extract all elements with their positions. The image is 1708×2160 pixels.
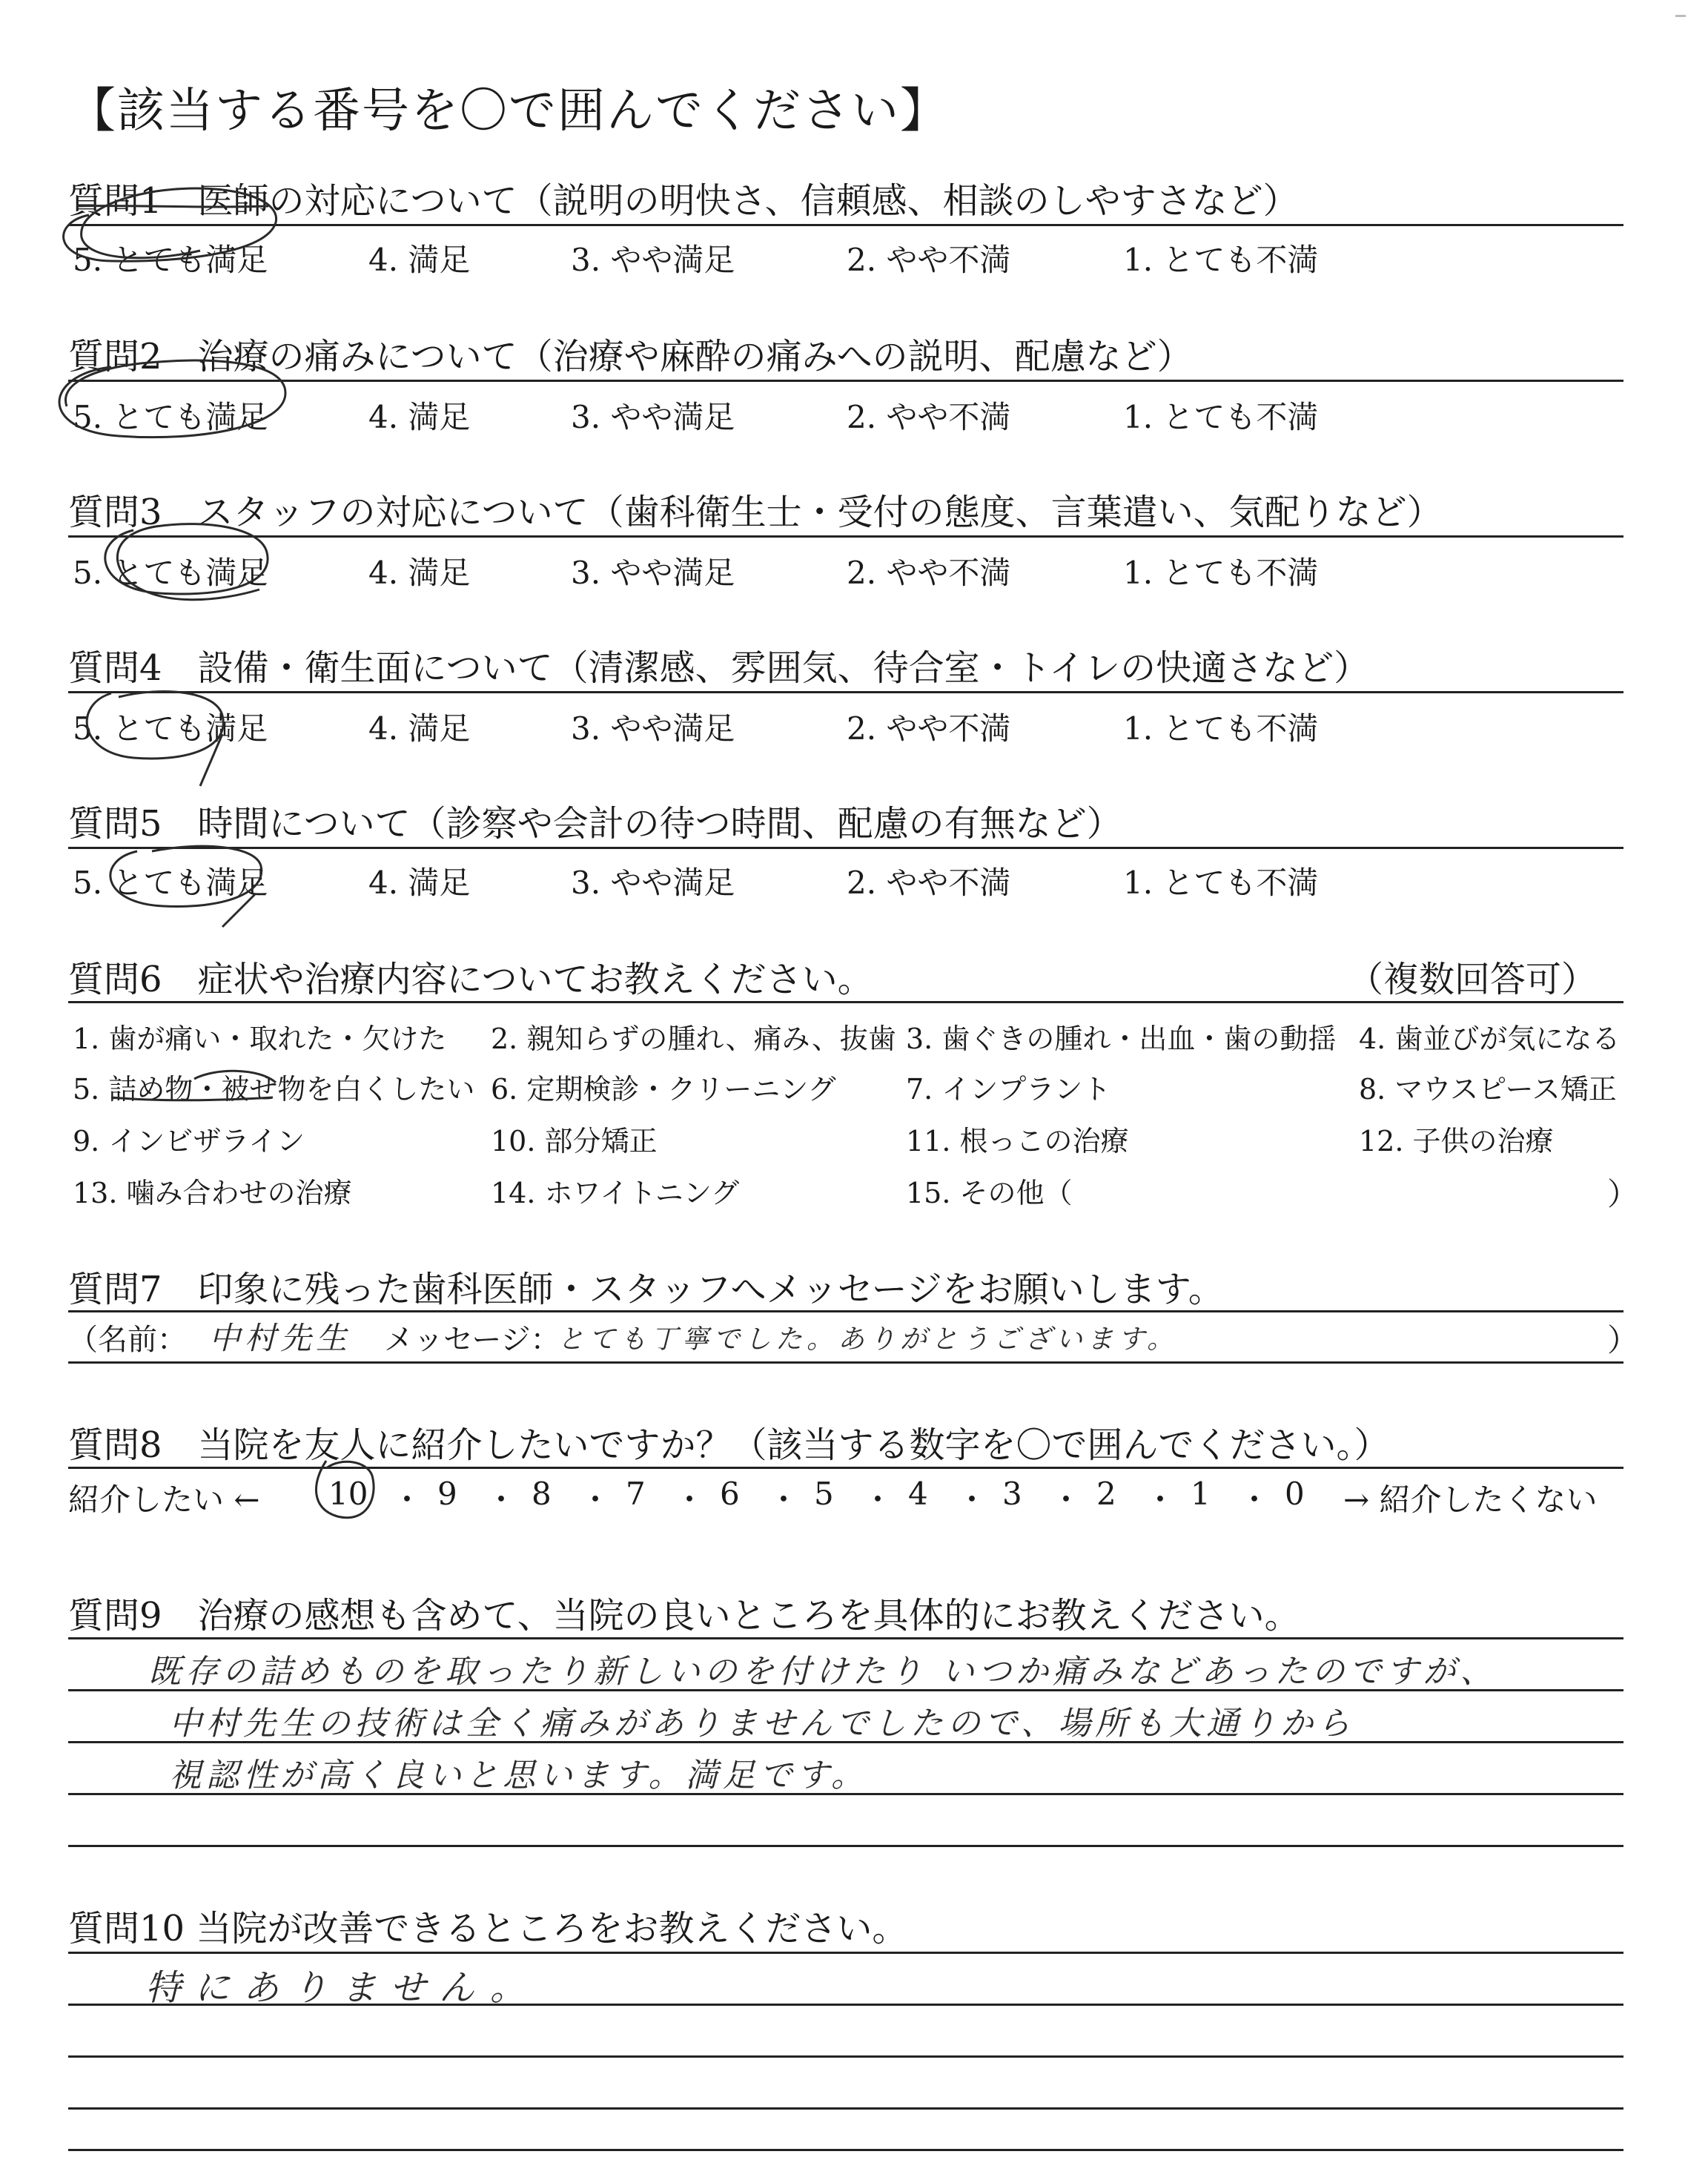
q8-dot: ・: [1239, 1482, 1271, 1518]
q8-score-5[interactable]: 5: [814, 1476, 834, 1512]
q7-message-label: メッセージ：: [384, 1323, 560, 1357]
q1-option-3[interactable]: 3. やや満足: [571, 242, 735, 278]
q6-multi-answer-note: （複数回答可）: [1347, 959, 1597, 1000]
page-header: 【該当する番号を〇で囲んでください】: [68, 84, 949, 139]
q6-item-11[interactable]: 11. 根っこの治療: [906, 1125, 1129, 1157]
q5-title: 質問5 時間について（診察や会計の待つ時間、配慮の有無など）: [68, 803, 1122, 845]
q3-title: 質問3 スタッフの対応について（歯科衛生士・受付の態度、言葉遣い、気配りなど）: [68, 492, 1443, 533]
q8-score-8[interactable]: 8: [532, 1476, 552, 1512]
q8-dot: ・: [768, 1482, 800, 1518]
q4-title: 質問4 設備・衛生面について（清潔感、雰囲気、待合室・トイレの快適さなど）: [68, 647, 1370, 689]
q8-score-1[interactable]: 1: [1191, 1476, 1211, 1512]
q8-dot: ・: [956, 1482, 988, 1518]
q8-score-0[interactable]: 0: [1285, 1476, 1305, 1512]
q1-option-2[interactable]: 2. やや不満: [847, 242, 1011, 278]
q8-score-4[interactable]: 4: [908, 1476, 928, 1512]
q2-rule: [68, 380, 1623, 382]
q6-item-3[interactable]: 3. 歯ぐきの腫れ・出血・歯の動揺: [906, 1023, 1337, 1055]
q1-title: 質問1 医師の対応について（説明の明快さ、信頼感、相談のしやすさなど）: [68, 180, 1299, 222]
q7-name-label: （名前：: [68, 1323, 187, 1357]
q9-answer-line-3[interactable]: 視認性が高く良いと思います。満足です。: [169, 1757, 868, 1794]
q7-rule: [68, 1310, 1623, 1312]
q6-item-1[interactable]: 1. 歯が痛い・取れた・欠けた: [73, 1023, 447, 1055]
q8-dot: ・: [486, 1482, 517, 1518]
q7-answer-rule: [68, 1361, 1623, 1364]
q5-option-4[interactable]: 4. 満足: [368, 865, 471, 901]
q6-item-10[interactable]: 10. 部分矯正: [491, 1125, 658, 1157]
q1-option-5[interactable]: 5. とても満足: [73, 242, 268, 278]
q9-answer-line-2[interactable]: 中村先生の技術は全く痛みがありませんでしたので、場所も大通りから: [169, 1705, 1355, 1743]
q6-item-15[interactable]: 15. その他（: [906, 1177, 1073, 1209]
q2-option-5[interactable]: 5. とても満足: [73, 399, 268, 435]
q3-option-5[interactable]: 5. とても満足: [73, 555, 268, 591]
q1-option-4[interactable]: 4. 満足: [368, 242, 471, 278]
scan-corner-mark: [1675, 15, 1686, 17]
q3-rule: [68, 535, 1623, 538]
q8-dot: ・: [580, 1482, 612, 1518]
q6-item-15-close-paren: ）: [1607, 1176, 1639, 1212]
q9-rule: [68, 1637, 1623, 1639]
q8-rule: [68, 1467, 1623, 1469]
q2-option-1[interactable]: 1. とても不満: [1123, 399, 1319, 435]
q8-score-7[interactable]: 7: [626, 1476, 646, 1512]
q4-option-1[interactable]: 1. とても不満: [1123, 710, 1319, 747]
q2-title: 質問2 治療の痛みについて（治療や麻酔の痛みへの説明、配慮など）: [68, 336, 1193, 377]
q6-item-4[interactable]: 4. 歯並びが気になる: [1359, 1023, 1621, 1055]
q1-rule: [68, 224, 1623, 226]
q3-option-4[interactable]: 4. 満足: [368, 555, 471, 591]
q8-score-6[interactable]: 6: [720, 1476, 740, 1512]
q8-right-label: → 紹介したくない: [1343, 1482, 1598, 1518]
q6-item-2[interactable]: 2. 親知らずの腫れ、痛み、抜歯: [491, 1023, 896, 1055]
q8-left-label: 紹介したい ←: [68, 1482, 260, 1518]
q4-option-5[interactable]: 5. とても満足: [73, 710, 268, 747]
q6-item-8[interactable]: 8. マウスピース矯正: [1359, 1073, 1617, 1106]
q6-item-7[interactable]: 7. インプラント: [906, 1073, 1111, 1106]
q4-option-3[interactable]: 3. やや満足: [571, 710, 735, 747]
q10-rule: [68, 1952, 1623, 1954]
q8-dot: ・: [674, 1482, 706, 1518]
q3-option-2[interactable]: 2. やや不満: [847, 555, 1011, 591]
q2-option-3[interactable]: 3. やや満足: [571, 399, 735, 435]
q8-score-2[interactable]: 2: [1096, 1476, 1116, 1512]
q1-option-1[interactable]: 1. とても不満: [1123, 242, 1319, 278]
q8-dot: ・: [1050, 1482, 1082, 1518]
q9-answer-line-1[interactable]: 既存の詰めものを取ったり新しいのを付けたり いつか痛みなどあったのですが、: [148, 1653, 1497, 1691]
q6-title: 質問6 症状や治療内容についてお教えください。: [68, 959, 873, 1000]
q7-name-handwritten[interactable]: 中村先生: [209, 1320, 352, 1356]
q6-item-14[interactable]: 14. ホワイトニング: [491, 1177, 740, 1209]
q9-title: 質問9 治療の感想も含めて、当院の良いところを具体的にお教えください。: [68, 1595, 1300, 1636]
q10-answer-rule: [68, 2149, 1623, 2151]
q8-score-9[interactable]: 9: [437, 1476, 457, 1512]
q6-item-9[interactable]: 9. インビザライン: [73, 1125, 305, 1157]
q4-rule: [68, 691, 1623, 693]
q2-option-2[interactable]: 2. やや不満: [847, 399, 1011, 435]
q2-option-4[interactable]: 4. 満足: [368, 399, 471, 435]
q5-option-1[interactable]: 1. とても不満: [1123, 865, 1319, 901]
q8-title: 質問8 当院を友人に紹介したいですか？（該当する数字を〇で囲んでください。）: [68, 1424, 1390, 1466]
q4-option-4[interactable]: 4. 満足: [368, 710, 471, 747]
q7-title: 質問7 印象に残った歯科医師・スタッフへメッセージをお願いします。: [68, 1269, 1224, 1310]
q4-option-2[interactable]: 2. やや不満: [847, 710, 1011, 747]
q5-option-3[interactable]: 3. やや満足: [571, 865, 735, 901]
q10-answer-rule: [68, 2107, 1623, 2110]
q9-answer-rule: [68, 1845, 1623, 1847]
q10-title: 質問10 当院が改善できるところをお教えください。: [68, 1908, 908, 1949]
q7-message-handwritten[interactable]: とても丁寧でした。ありがとうございます。: [557, 1324, 1179, 1355]
q5-rule: [68, 847, 1623, 849]
q6-rule: [68, 1001, 1623, 1003]
q10-answer-handwritten[interactable]: 特にありません。: [145, 1967, 539, 2009]
q7-close-paren: ）: [1607, 1322, 1639, 1358]
q6-item-13[interactable]: 13. 噛み合わせの治療: [73, 1177, 352, 1209]
q6-item-5[interactable]: 5. 詰め物・被せ物を白くしたい: [73, 1073, 475, 1106]
q8-dot: ・: [1145, 1482, 1176, 1518]
q8-dot: ・: [862, 1482, 894, 1518]
q5-option-2[interactable]: 2. やや不満: [847, 865, 1011, 901]
q6-item-12[interactable]: 12. 子供の治療: [1359, 1125, 1554, 1157]
q5-option-5[interactable]: 5. とても満足: [73, 865, 268, 901]
q6-item-6[interactable]: 6. 定期検診・クリーニング: [491, 1073, 836, 1106]
q8-dot: ・: [391, 1482, 423, 1518]
q8-score-10[interactable]: 10: [328, 1476, 368, 1512]
q3-option-1[interactable]: 1. とても不満: [1123, 555, 1319, 591]
q8-score-3[interactable]: 3: [1002, 1476, 1022, 1512]
q3-option-3[interactable]: 3. やや満足: [571, 555, 735, 591]
q10-answer-rule: [68, 2055, 1623, 2058]
